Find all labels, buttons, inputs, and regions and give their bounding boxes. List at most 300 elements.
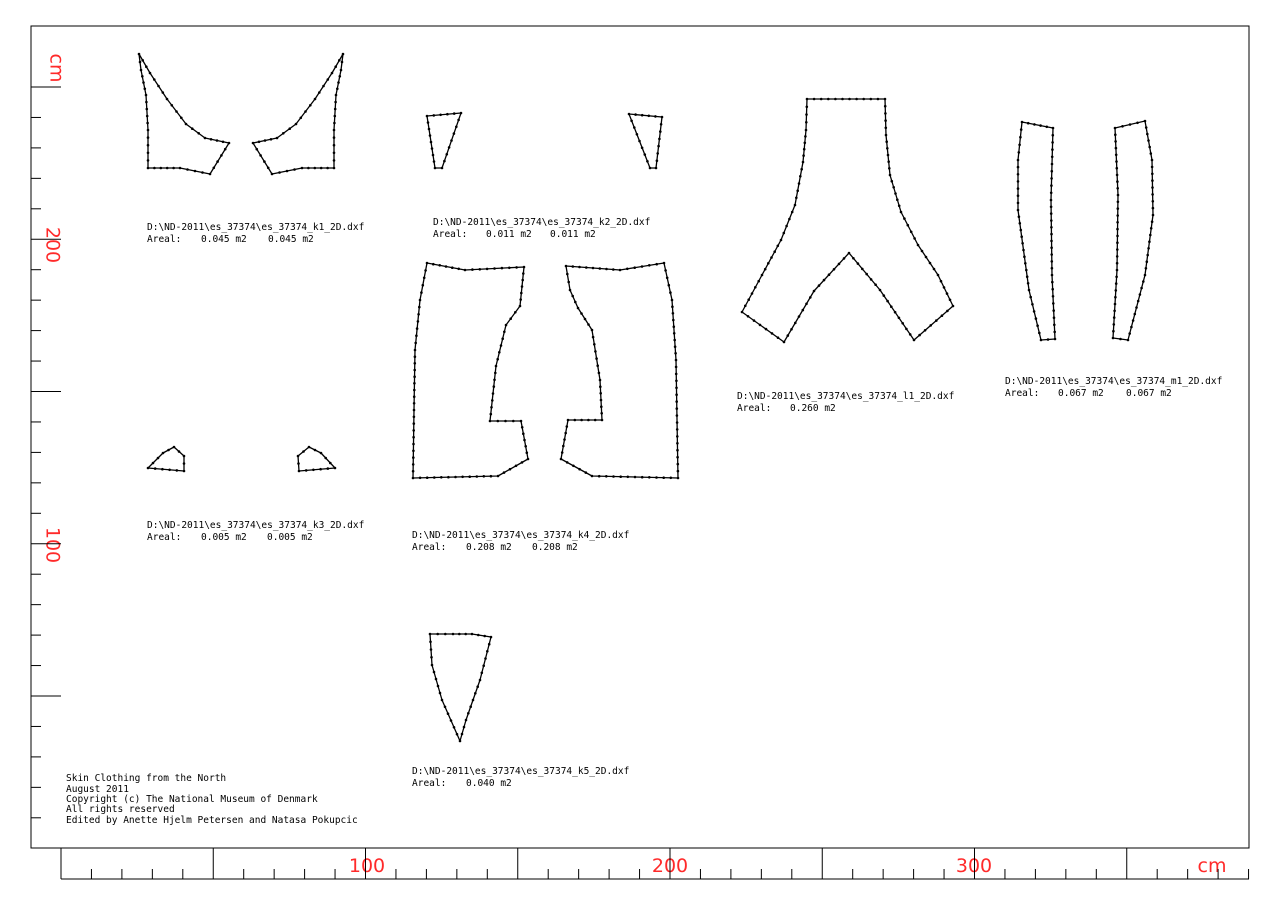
- label-k1-area-1: 0.045 m2: [201, 234, 247, 245]
- vertex-marker: [453, 726, 456, 729]
- vertex-marker: [418, 306, 421, 309]
- vertex-marker: [1051, 141, 1054, 144]
- vertex-marker: [1017, 166, 1020, 169]
- vertex-marker: [149, 72, 152, 75]
- vertical-ruler: [31, 54, 68, 818]
- drawing-frame: [31, 26, 1249, 848]
- vertex-marker: [626, 268, 629, 271]
- vertex-marker: [1136, 122, 1139, 125]
- vertex-marker: [145, 94, 148, 97]
- vertex-marker: [413, 422, 416, 425]
- vertex-marker: [493, 385, 496, 388]
- vertex-marker: [753, 319, 756, 322]
- label-k2-file: D:\ND-2011\es_37374\es_37374_k2_2D.dxf: [433, 217, 651, 228]
- vertex-marker: [676, 456, 679, 459]
- vertex-marker: [1114, 133, 1117, 136]
- vertex-marker: [481, 672, 484, 675]
- vertex-marker: [414, 355, 417, 358]
- vertex-marker: [599, 379, 602, 382]
- vertex-marker: [333, 144, 336, 147]
- vertex-marker: [1052, 309, 1055, 312]
- vertex-marker: [571, 295, 574, 298]
- vertex-marker: [870, 98, 873, 101]
- vertex-marker: [668, 284, 671, 287]
- vertex-marker: [483, 475, 486, 478]
- vertex-marker: [655, 167, 658, 170]
- vertex-marker: [456, 733, 459, 736]
- vertex-marker: [341, 61, 344, 64]
- vertex-marker: [301, 167, 304, 170]
- vertex-marker: [672, 319, 675, 322]
- vertex-marker: [1024, 262, 1027, 265]
- vertex-marker: [320, 167, 323, 170]
- vertex-marker: [307, 167, 310, 170]
- vertex-marker: [179, 167, 182, 170]
- vertex-marker: [412, 477, 415, 480]
- vertex-marker: [898, 317, 901, 320]
- vertex-marker: [430, 656, 433, 659]
- vertex-marker: [1112, 337, 1115, 340]
- vertex-marker: [278, 171, 281, 174]
- vertex-marker: [886, 147, 889, 150]
- vertex-marker: [428, 128, 431, 131]
- vertex-marker: [271, 173, 274, 176]
- vertex-marker: [675, 387, 678, 390]
- vertex-marker: [891, 180, 894, 183]
- vertex-marker: [671, 305, 674, 308]
- vertex-marker: [186, 168, 189, 171]
- vertex-marker: [494, 372, 497, 375]
- vertex-marker: [601, 419, 604, 422]
- vertex-marker: [795, 197, 798, 200]
- vertex-marker: [423, 277, 426, 280]
- vertex-marker: [1116, 248, 1119, 251]
- vertex-marker: [598, 372, 601, 375]
- vertex-marker: [432, 263, 435, 266]
- vertex-marker: [455, 126, 458, 129]
- vertex-marker: [161, 468, 164, 471]
- vertex-marker: [440, 476, 443, 479]
- piece-k1-right: [253, 54, 343, 174]
- vertex-marker: [574, 301, 577, 304]
- x-tick-label-100: 100: [348, 855, 386, 877]
- vertex-marker: [479, 268, 482, 271]
- vertex-marker: [1116, 269, 1119, 272]
- vertex-marker: [1017, 173, 1020, 176]
- vertex-marker: [585, 471, 588, 474]
- vertex-marker: [309, 104, 312, 107]
- vertex-marker: [222, 141, 225, 144]
- vertex-marker: [887, 160, 890, 163]
- vertex-marker: [450, 139, 453, 142]
- vertex-marker: [675, 373, 678, 376]
- vertex-marker: [619, 475, 622, 478]
- vertex-marker: [885, 134, 888, 137]
- label-k2-areal: Areal:: [433, 229, 468, 240]
- vertex-marker: [1142, 280, 1145, 283]
- vertex-marker: [495, 365, 498, 368]
- vertex-marker: [501, 337, 504, 340]
- vertex-marker: [312, 469, 315, 472]
- vertex-marker: [1117, 194, 1120, 197]
- vertex-marker: [431, 664, 434, 667]
- vertex-marker: [228, 142, 231, 145]
- vertex-marker: [413, 402, 416, 405]
- vertex-marker: [612, 268, 615, 271]
- piece-k1-left: [139, 54, 229, 174]
- vertex-marker: [885, 140, 888, 143]
- vertex-marker: [785, 225, 788, 228]
- piece-m1-left: [1018, 122, 1055, 340]
- vertex-marker: [441, 167, 444, 170]
- vertex-marker: [1117, 207, 1120, 210]
- vertex-marker: [1151, 173, 1154, 176]
- vertex-marker: [302, 450, 305, 453]
- vertex-marker: [773, 250, 776, 253]
- vertex-marker: [1151, 193, 1154, 196]
- vertex-marker: [1121, 125, 1124, 128]
- vertex-marker: [414, 342, 417, 345]
- vertex-marker: [1135, 306, 1138, 309]
- vertex-marker: [952, 305, 955, 308]
- vertex-marker: [848, 98, 851, 101]
- vertex-marker: [1053, 324, 1056, 327]
- vertex-marker: [924, 329, 927, 332]
- vertex-marker: [152, 462, 155, 465]
- vertex-marker: [446, 113, 449, 116]
- vertex-marker: [669, 291, 672, 294]
- vertex-marker: [172, 167, 175, 170]
- vertex-marker: [941, 314, 944, 317]
- vertex-marker: [1033, 310, 1036, 313]
- vertex-marker: [641, 114, 644, 117]
- vertex-marker: [1114, 303, 1117, 306]
- vertex-marker: [676, 428, 679, 431]
- vertex-marker: [800, 168, 803, 171]
- vertex-marker: [276, 137, 279, 140]
- vertex-marker: [1022, 249, 1025, 252]
- vertex-marker: [490, 475, 493, 478]
- vertex-marker: [943, 286, 946, 289]
- vertex-marker: [564, 432, 567, 435]
- vertex-marker: [600, 399, 603, 402]
- vertex-marker: [521, 279, 524, 282]
- vertex-marker: [1151, 159, 1154, 162]
- vertex-marker: [419, 477, 422, 480]
- piece-labels: [147, 217, 1222, 789]
- label-k1-areal: Areal:: [147, 234, 182, 245]
- vertex-marker: [335, 94, 338, 97]
- vertex-marker: [884, 105, 887, 108]
- label-k3-file: D:\ND-2011\es_37374\es_37374_k3_2D.dxf: [147, 520, 365, 531]
- vertex-marker: [340, 69, 343, 72]
- vertex-marker: [1050, 212, 1053, 215]
- vertex-marker: [342, 53, 345, 56]
- vertex-marker: [140, 69, 143, 72]
- vertex-marker: [918, 334, 921, 337]
- vertex-marker: [828, 273, 831, 276]
- vertex-marker: [848, 252, 851, 255]
- vertex-marker: [761, 274, 764, 277]
- vertex-marker: [412, 470, 415, 473]
- vertex-marker: [600, 412, 603, 415]
- vertex-marker: [1050, 184, 1053, 187]
- vertex-marker: [413, 389, 416, 392]
- vertex-marker: [224, 148, 227, 151]
- vertex-marker: [677, 477, 680, 480]
- vertex-marker: [741, 311, 744, 314]
- vertex-marker: [457, 268, 460, 271]
- label-k1-area-2: 0.045 m2: [268, 234, 314, 245]
- vertex-marker: [633, 266, 636, 269]
- vertex-marker: [145, 65, 148, 68]
- vertex-marker: [802, 161, 805, 164]
- vertex-marker: [178, 450, 181, 453]
- vertex-marker: [666, 277, 669, 280]
- vertex-marker: [1116, 167, 1119, 170]
- vertex-marker: [798, 182, 801, 185]
- vertex-marker: [675, 400, 678, 403]
- vertex-marker: [805, 129, 808, 132]
- vertex-marker: [655, 476, 658, 479]
- vertex-marker: [1018, 215, 1021, 218]
- vertex-marker: [412, 436, 415, 439]
- vertex-marker: [641, 265, 644, 268]
- vertex-marker: [412, 429, 415, 432]
- vertex-marker: [587, 419, 590, 422]
- vertex-marker: [213, 167, 216, 170]
- vertex-marker: [644, 153, 647, 156]
- vertex-marker: [413, 409, 416, 412]
- vertex-marker: [1146, 260, 1149, 263]
- vertex-marker: [641, 476, 644, 479]
- vertex-marker: [1033, 123, 1036, 126]
- vertex-marker: [584, 318, 587, 321]
- vertex-marker: [1115, 276, 1118, 279]
- vertex-marker: [521, 426, 524, 429]
- vertex-marker: [1145, 126, 1148, 129]
- vertex-marker: [1052, 127, 1055, 130]
- vertex-marker: [412, 456, 415, 459]
- vertex-marker: [521, 461, 524, 464]
- vertex-marker: [675, 366, 678, 369]
- vertex-marker: [329, 462, 332, 465]
- vertex-marker: [522, 272, 525, 275]
- vertex-marker: [1145, 267, 1148, 270]
- vertex-marker: [843, 257, 846, 260]
- vertex-marker: [600, 405, 603, 408]
- vertex-marker: [515, 465, 518, 468]
- vertex-marker: [489, 420, 492, 423]
- vertex-marker: [862, 98, 865, 101]
- vertex-marker: [1114, 140, 1117, 143]
- vertex-marker: [491, 399, 494, 402]
- vertex-marker: [673, 339, 676, 342]
- vertex-marker: [461, 476, 464, 479]
- vertex-marker: [1139, 293, 1142, 296]
- vertex-marker: [333, 159, 336, 162]
- x-tick-label-200: 200: [651, 855, 689, 877]
- vertex-marker: [147, 129, 150, 132]
- vertex-marker: [1128, 332, 1131, 335]
- vertex-marker: [917, 244, 920, 247]
- vertex-marker: [885, 127, 888, 130]
- vertex-marker: [673, 332, 676, 335]
- vertex-marker: [264, 139, 267, 142]
- vertex-marker: [656, 152, 659, 155]
- vertex-marker: [656, 159, 659, 162]
- vertex-marker: [671, 299, 674, 302]
- vertex-marker: [413, 375, 416, 378]
- vertex-marker: [894, 192, 897, 195]
- piece-k4-left: [413, 263, 528, 478]
- vertex-marker: [1025, 269, 1028, 272]
- vertex-marker: [594, 419, 597, 422]
- vertex-marker: [833, 268, 836, 271]
- vertex-marker: [677, 463, 680, 466]
- vertex-marker: [326, 167, 329, 170]
- vertex-marker: [910, 231, 913, 234]
- vertex-marker: [580, 312, 583, 315]
- vertex-marker: [886, 300, 889, 303]
- vertex-marker: [300, 117, 303, 120]
- vertex-marker: [414, 362, 417, 365]
- vertex-marker: [1150, 227, 1153, 230]
- vertex-marker: [1114, 296, 1117, 299]
- vertex-marker: [1018, 144, 1021, 147]
- vertex-marker: [465, 719, 468, 722]
- vertex-marker: [676, 435, 679, 438]
- vertex-marker: [933, 268, 936, 271]
- vertex-marker: [1017, 209, 1020, 212]
- label-k4-area-1: 0.208 m2: [466, 542, 512, 553]
- vertex-marker: [210, 138, 213, 141]
- vertex-marker: [439, 114, 442, 117]
- vertex-marker: [427, 121, 430, 124]
- vertex-marker: [429, 134, 432, 137]
- vertex-marker: [297, 455, 300, 458]
- vertex-marker: [765, 328, 768, 331]
- vertex-marker: [1144, 274, 1147, 277]
- vertex-marker: [572, 265, 575, 268]
- vertex-marker: [593, 343, 596, 346]
- vertex-marker: [674, 345, 677, 348]
- vertex-marker: [861, 268, 864, 271]
- vertex-marker: [633, 126, 636, 129]
- vertex-marker: [508, 267, 511, 270]
- vertex-marker: [599, 392, 602, 395]
- vertex-marker: [1116, 214, 1119, 217]
- y-tick-label-200: 200: [41, 226, 64, 264]
- label-l1-areal: Areal:: [737, 403, 772, 414]
- vertex-marker: [1028, 289, 1031, 292]
- vertex-marker: [1116, 235, 1119, 238]
- vertex-marker: [905, 328, 908, 331]
- vertex-marker: [209, 173, 212, 176]
- vertex-marker: [1152, 200, 1155, 203]
- vertex-marker: [1147, 247, 1150, 250]
- vertex-marker: [896, 198, 899, 201]
- vertex-marker: [838, 263, 841, 266]
- vertex-marker: [883, 294, 886, 297]
- vertex-marker: [628, 113, 631, 116]
- vertex-marker: [286, 170, 289, 173]
- vertex-marker: [806, 106, 809, 109]
- vertex-marker: [1116, 241, 1119, 244]
- piece-k2-left: [427, 113, 461, 168]
- vertex-marker: [676, 414, 679, 417]
- vertex-marker: [649, 167, 652, 170]
- vertex-marker: [1115, 160, 1118, 163]
- label-k5-file: D:\ND-2011\es_37374\es_37374_k5_2D.dxf: [412, 766, 630, 777]
- vertex-marker: [147, 136, 150, 139]
- vertex-marker: [1050, 240, 1053, 243]
- vertex-marker: [1052, 134, 1055, 137]
- vertex-marker: [888, 167, 891, 170]
- vertex-marker: [433, 476, 436, 479]
- vertex-marker: [416, 327, 419, 330]
- vertex-marker: [794, 322, 797, 325]
- vertex-marker: [492, 392, 495, 395]
- vertex-marker: [567, 419, 570, 422]
- vertex-marker: [1134, 313, 1137, 316]
- vertex-marker: [767, 262, 770, 265]
- vertex-marker: [1027, 122, 1030, 125]
- vertex-marker: [1050, 233, 1053, 236]
- vertex-marker: [146, 122, 149, 125]
- vertex-marker: [433, 671, 436, 674]
- vertex-marker: [216, 139, 219, 142]
- vertex-marker: [852, 257, 855, 260]
- vertex-marker: [141, 59, 144, 62]
- vertex-marker: [445, 265, 448, 268]
- vertex-marker: [1140, 287, 1143, 290]
- vertex-marker: [1114, 127, 1117, 130]
- vertex-marker: [334, 115, 337, 118]
- label-k4-areal: Areal:: [412, 542, 447, 553]
- vertex-marker: [413, 382, 416, 385]
- vertex-marker: [675, 393, 678, 396]
- vertex-marker: [166, 98, 169, 101]
- vertex-marker: [925, 256, 928, 259]
- vertex-marker: [566, 461, 569, 464]
- vertex-marker: [1117, 201, 1120, 204]
- vertex-marker: [255, 148, 258, 151]
- vertex-marker: [1031, 303, 1034, 306]
- vertex-marker: [413, 416, 416, 419]
- vertex-marker: [157, 85, 160, 88]
- vertex-marker: [675, 359, 678, 362]
- vertex-marker: [1051, 156, 1054, 159]
- vertex-marker: [1023, 255, 1026, 258]
- vertex-marker: [314, 167, 317, 170]
- vertex-marker: [566, 425, 569, 428]
- vertex-marker: [898, 205, 901, 208]
- vertex-marker: [197, 132, 200, 135]
- piece-k4-right: [561, 263, 678, 478]
- piece-m1-right: [1113, 121, 1153, 340]
- vertex-marker: [417, 320, 420, 323]
- vertex-marker: [419, 299, 422, 302]
- vertex-marker: [474, 692, 477, 695]
- vertex-marker: [1116, 180, 1119, 183]
- vertex-marker: [1132, 319, 1135, 322]
- vertex-marker: [139, 61, 142, 64]
- vertex-marker: [865, 273, 868, 276]
- vertex-marker: [147, 159, 150, 162]
- vertex-marker: [1039, 124, 1042, 127]
- vertex-marker: [167, 449, 170, 452]
